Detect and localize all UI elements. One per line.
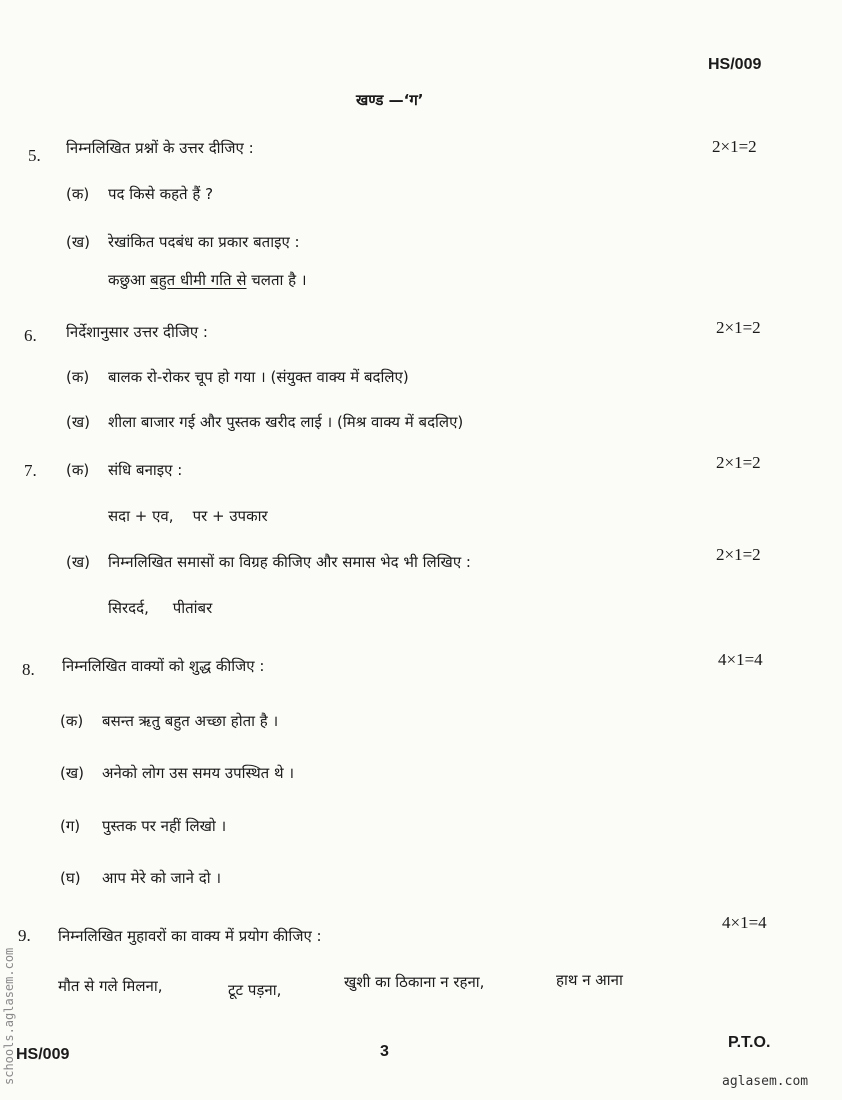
q7b-items: सिरदर्द, पीतांबर: [108, 599, 213, 617]
q5b-example-post: चलता है ।: [246, 271, 307, 289]
q5b-text: रेखांकित पदबंध का प्रकार बताइए :: [108, 233, 300, 251]
section-title: खण्ड —‘ग’: [356, 91, 424, 109]
q7-number: 7.: [24, 461, 37, 480]
q9-idiom-2: टूट पड़ना,: [228, 981, 282, 999]
q6b-label: (ख): [66, 413, 90, 431]
q5b-label: (ख): [66, 233, 90, 251]
q9-marks: 4×1=4: [722, 913, 767, 932]
q8c-label: (ग): [60, 817, 81, 835]
q5-text: निम्नलिखित प्रश्नों के उत्तर दीजिए :: [66, 139, 254, 157]
q8b-label: (ख): [60, 764, 84, 782]
q7-marks: 2×1=2: [716, 453, 761, 472]
q7a-items: सदा + एव, पर + उपकार: [108, 507, 268, 525]
q8a-label: (क): [60, 712, 84, 730]
q7b-marks: 2×1=2: [716, 545, 761, 564]
q8-number: 8.: [22, 660, 35, 679]
side-watermark: schools.aglasem.com: [2, 947, 16, 1085]
header-paper-code: HS/009: [708, 56, 762, 73]
q9-idiom-1: मौत से गले मिलना,: [58, 977, 163, 995]
q8b-text: अनेको लोग उस समय उपस्थित थे ।: [102, 764, 295, 782]
q7b-text: निम्नलिखित समासों का विग्रह कीजिए और समास भेद भी लिखिए :: [108, 553, 471, 571]
q6-number: 6.: [24, 326, 37, 345]
q5b-example-pre: कछुआ: [108, 271, 151, 289]
q9-idiom-4: हाथ न आना: [556, 971, 623, 989]
q8c-text: पुस्तक पर नहीं लिखो ।: [102, 817, 227, 835]
q6b-text: शीला बाजार गई और पुस्तक खरीद लाई । (मिश्र वाक्य में बदलिए): [108, 413, 464, 431]
q6a-label: (क): [66, 368, 90, 386]
q6-marks: 2×1=2: [716, 318, 761, 337]
q5-marks: 2×1=2: [712, 137, 757, 156]
q8-text: निम्नलिखित वाक्यों को शुद्ध कीजिए :: [62, 657, 265, 675]
q8d-label: (घ): [60, 869, 81, 887]
q8d-text: आप मेरे को जाने दो ।: [102, 869, 222, 887]
q5-number: 5.: [28, 146, 41, 165]
q9-idiom-3: खुशी का ठिकाना न रहना,: [344, 973, 485, 991]
q7a-text: संधि बनाइए :: [108, 461, 183, 479]
page-number: 3: [380, 1043, 389, 1060]
site-watermark: aglasem.com: [722, 1074, 809, 1089]
q9-number: 9.: [18, 926, 31, 945]
q5b-example: [108, 270, 307, 290]
q9-text: निम्नलिखित मुहावरों का वाक्य में प्रयोग कीजिए :: [58, 927, 322, 945]
footer-paper-code: HS/009: [16, 1046, 70, 1063]
q6-text: निर्देशानुसार उत्तर दीजिए :: [66, 323, 208, 341]
q8a-text: बसन्त ऋतु बहुत अच्छा होता है ।: [102, 712, 279, 730]
q6a-text: बालक रो-रोकर चूप हो गया । (संयुक्त वाक्य में बदलिए): [108, 368, 409, 386]
pto-label: P.T.O.: [728, 1034, 771, 1051]
q8-marks: 4×1=4: [718, 650, 763, 669]
q5a-label: (क): [66, 185, 90, 203]
q7b-label: (ख): [66, 553, 90, 571]
q5a-text: पद किसे कहते हैं ?: [108, 185, 214, 203]
q5b-example-underlined: बहुत धीमी गति से: [150, 271, 247, 289]
q7a-label: (क): [66, 461, 90, 479]
